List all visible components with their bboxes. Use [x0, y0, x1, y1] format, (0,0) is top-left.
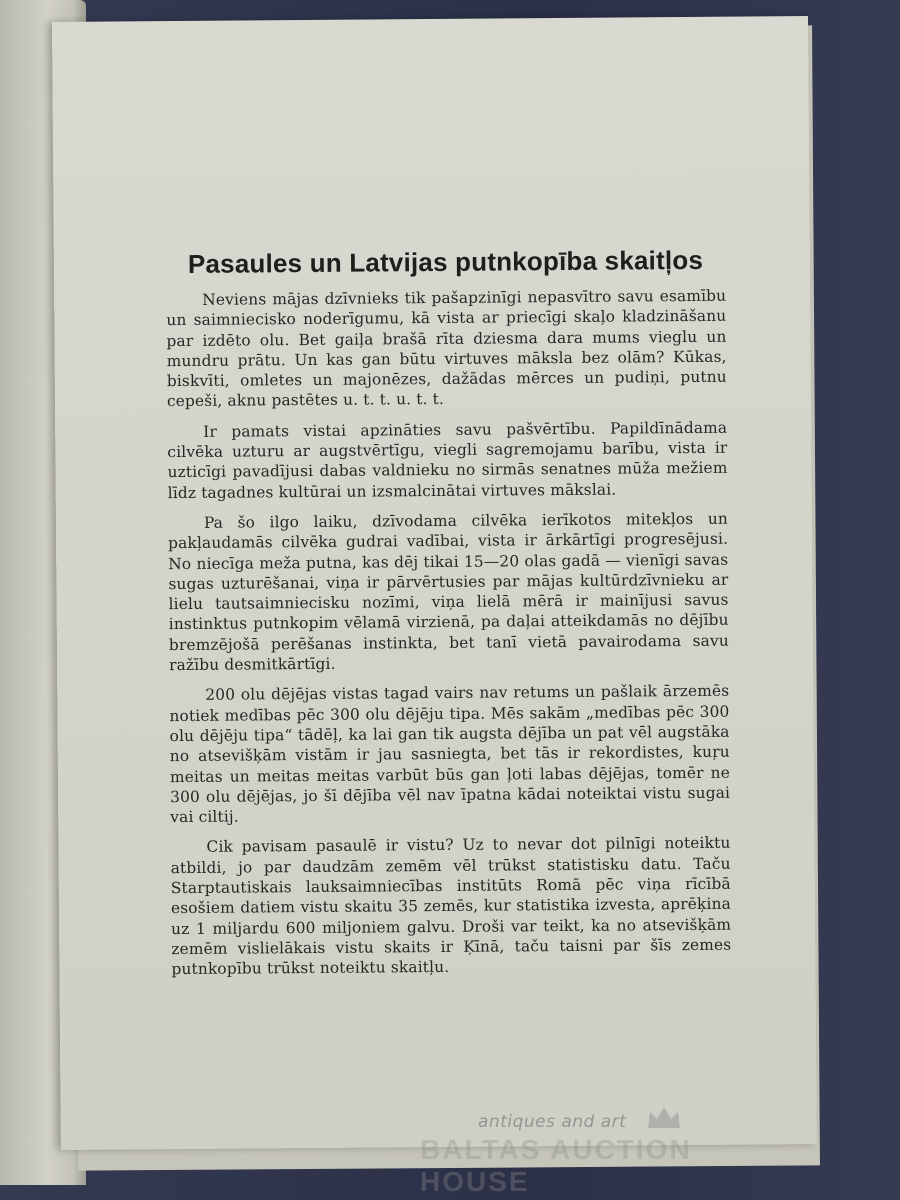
crown-icon — [646, 1104, 682, 1130]
paragraph-1: Neviens mājas dzīvnieks tik pašapzinīgi nepasvītro savu esamību un saimniecisko noderīgumu, kā vista ar priecīgi skaļo kladzināšanu par izdēto olu. Bet gaiļa brašā rīta dziesma dara mums vieglu un mundru prātu. Un kas gan būtu virtuves māksla bez olām? Kūkas, biskvīti, omletes un majonēzes, dažādas mērces un pudiņi, putnu cepeši, aknu pastētes u. t. t. u. t. t. — [166, 286, 727, 411]
paragraph-3: Pa šo ilgo laiku, dzīvodama cilvēka ierīkotos mitekļos un pakļaudamās cilvēka gudrai vadībai, vista ir ārkārtīgi progresējusi. No niecīga meža putna, kas dēj tikai 15—20 olas gadā — vienīgi savas sugas uzturēšanai, viņa ir pārvērtusies par mājas kultūrdzīvnieku ar lielu tautsaimniecisku nozīmi, viņa lielā mērā ir mainījusi savus instinktus putnkopim vēlamā virzienā, pa daļai atteikdamās no dējību bremzējošā perēšanas instinkta, bet tanī vietā pavairodama savu ražību desmitkārtīgi. — [168, 509, 729, 675]
watermark-brand: BALTAS AUCTION HOUSE — [420, 1134, 692, 1197]
paragraph-5: Cik pavisam pasaulē ir vistu? Uz to nevar dot pilnīgi noteiktu atbildi, jo par daudzām zemēm vēl trūkst statistisku datu. Taču Starptautiskais lauksaimniecības institūts Romā pēc viņa rīcībā esošiem datiem vistu skaitu 35 zemēs, kur statistika izvesta, aprēķina uz 1 miljardu 600 miljoniem galvu. Droši var teikt, ka no atsevišķām zemēm vislielākais vistu skaits ir Ķīnā, taču taisni par šīs zemes putnkopību trūkst noteiktu skaitļu. — [170, 834, 732, 979]
page-title: Pasaules un Latvijas putnkopība skaitļos — [187, 244, 704, 279]
watermark — [420, 1112, 800, 1197]
book-page — [52, 16, 817, 1150]
page-content — [166, 245, 732, 990]
paragraph-2: Ir pamats vistai apzināties savu pašvērtību. Papildīnādama cilvēka uzturu ar augstvērtīgu, viegli sagremojamu barību, vista ir uzticīgi pavadījusi dabas valdnieku no sirmās senatnes mūža mežiem līdz tagadnes kultūrai un izsmalcinātai virtuves mākslai. — [167, 418, 728, 502]
watermark-tagline: antiques and art — [478, 1112, 627, 1132]
paragraph-4: 200 olu dējējas vistas tagad vairs nav retums un pašlaik ārzemēs notiek medības pēc 300 olu dējēju tipa. Mēs sakām „medības pēc 300 olu dējēju tipa“ tādēļ, ka lai gan tik augsta dējība un pat vēl augstāka no atsevišķām vistām ir jau sasniegta, bet tās ir rekordistes, kuŗu meitas un meitas meitas varbūt būs gan ļoti labas dējējas, tomēr ne 300 olu dējējas, jo šī dējība vēl nav īpatna kādai noteiktai vistu sugai vai ciltij. — [169, 682, 731, 827]
